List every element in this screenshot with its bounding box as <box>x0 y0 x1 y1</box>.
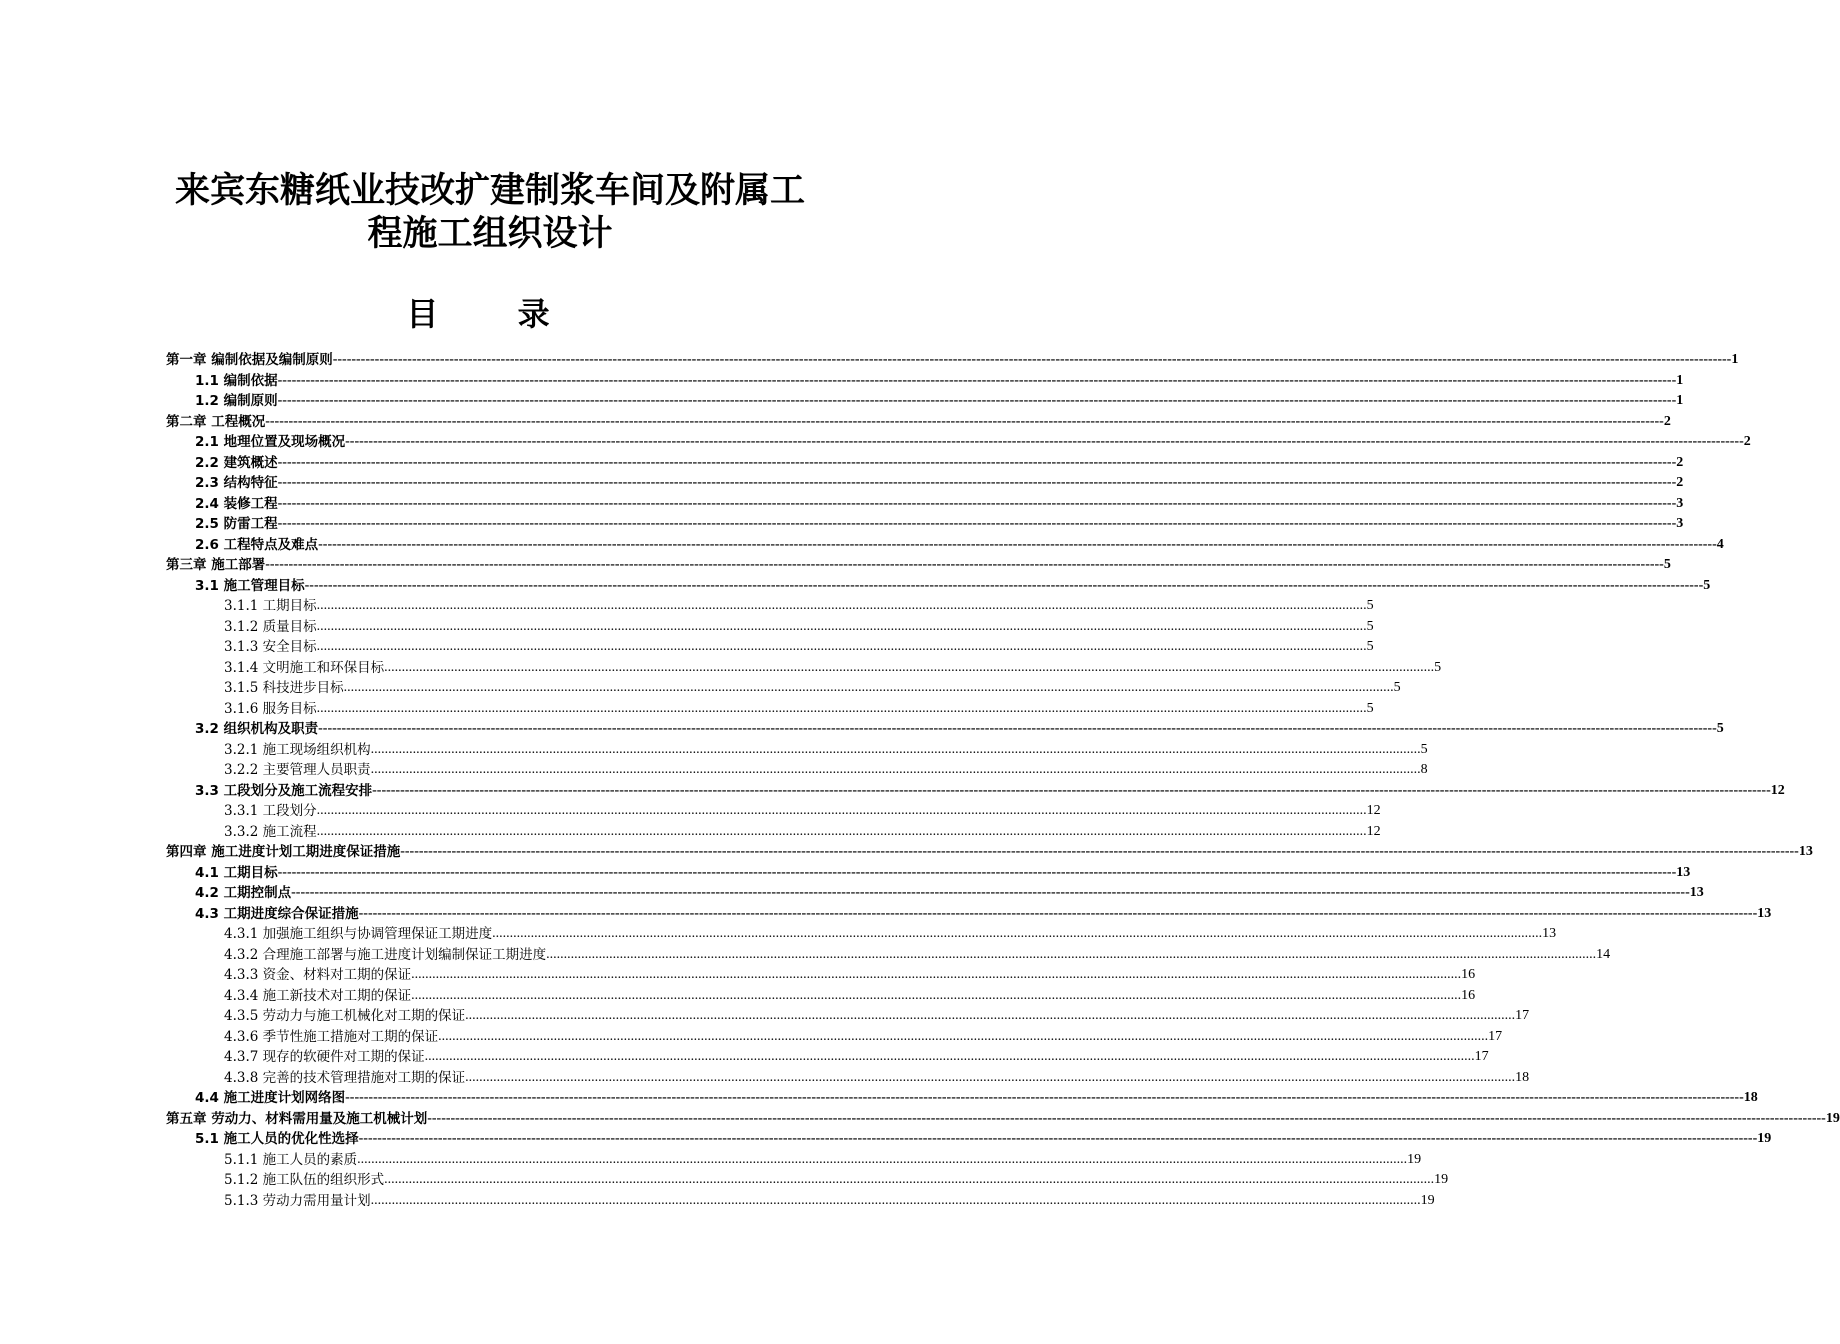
toc-dot-leader: ------------------------------------------------------------------------------------------------------------------------------------------------------------------------------------------------------------------------------------------------------------------------------------------------------------ <box>277 372 1677 388</box>
toc-dot-leader: ............................................................................................................................................................................................................................................................................................................ <box>316 598 1367 613</box>
toc-dot-leader: ------------------------------------------------------------------------------------------------------------------------------------------------------------------------------------------------------------------------------------------------------------------------------------------------------------ <box>277 454 1677 470</box>
toc-entry-label: 3.2 组织机构及职责 <box>195 721 319 737</box>
toc-page-number: 17 <box>1515 1008 1530 1023</box>
toc-entry[interactable] <box>166 617 1374 638</box>
toc-page-number: 5 <box>1393 680 1401 695</box>
toc-entry[interactable] <box>166 781 1785 802</box>
toc-dot-leader: ............................................................................................................................................................................................................................................................................................................ <box>424 1049 1475 1064</box>
toc-entry[interactable] <box>166 1006 1530 1027</box>
toc-page-number: 5 <box>1366 700 1374 716</box>
toc-dot-leader: ............................................................................................................................................................................................................................................................................................................ <box>492 926 1543 941</box>
toc-heading: 目 录 <box>406 295 584 333</box>
toc-entry-label: 2.5 防雷工程 <box>195 516 278 532</box>
toc-page-number: 17 <box>1474 1049 1489 1064</box>
toc-page-number: 5 <box>1663 557 1671 572</box>
toc-page-number: 5 <box>1716 721 1724 736</box>
toc-page-number: 12 <box>1770 782 1785 798</box>
toc-entry-label: 4.3.8 完善的技术管理措施对工期的保证 <box>224 1069 466 1086</box>
toc-entry[interactable] <box>166 760 1428 781</box>
toc-entry-label: 3.2.2 主要管理人员职责 <box>224 762 371 778</box>
toc-entry[interactable] <box>166 822 1381 843</box>
toc-entry-label: 4.4 施工进度计划网络图 <box>195 1090 346 1106</box>
toc-entry-label: 4.3.6 季节性施工措施对工期的保证 <box>224 1028 439 1045</box>
toc-entry[interactable] <box>166 678 1401 699</box>
toc-entry-label: 第五章 劳动力、材料需用量及施工机械计划 <box>166 1110 428 1127</box>
toc-dot-leader: ------------------------------------------------------------------------------------------------------------------------------------------------------------------------------------------------------------------------------------------------------------------------------------------------------------ <box>318 721 1717 736</box>
toc-page-number: 5 <box>1366 618 1374 634</box>
toc-dot-leader: ............................................................................................................................................................................................................................................................................................................ <box>316 639 1367 654</box>
toc-page-number: 1 <box>1676 372 1684 388</box>
toc-page-number: 19 <box>1757 1131 1772 1146</box>
toc-page-number: 13 <box>1757 905 1772 921</box>
toc-dot-leader: ............................................................................................................................................................................................................................................................................................................ <box>357 1151 1408 1167</box>
toc-dot-leader: ------------------------------------------------------------------------------------------------------------------------------------------------------------------------------------------------------------------------------------------------------------------------------------------------------------ <box>318 536 1717 552</box>
toc-page-number: 2 <box>1676 475 1684 490</box>
toc-entry-label: 3.3.2 施工流程 <box>224 823 317 840</box>
toc-entry-label: 4.3.4 施工新技术对工期的保证 <box>224 987 412 1004</box>
toc-dot-leader: ------------------------------------------------------------------------------------------------------------------------------------------------------------------------------------------------------------------------------------------------------------------------------------------------------------ <box>372 782 1771 798</box>
toc-page-number: 5 <box>1434 659 1442 675</box>
toc-entry[interactable] <box>166 1109 1840 1130</box>
toc-dot-leader: ............................................................................................................................................................................................................................................................................................................ <box>465 1008 1516 1023</box>
toc-entry[interactable] <box>166 514 1684 535</box>
toc-entry-label: 2.6 工程特点及难点 <box>195 536 319 553</box>
toc-entry-label: 3.3 工段划分及施工流程安排 <box>195 782 373 799</box>
toc-entry-label: 3.1.5 科技进步目标 <box>224 680 344 696</box>
toc-page-number: 16 <box>1461 987 1476 1003</box>
toc-entry[interactable] <box>166 740 1428 761</box>
toc-entry[interactable] <box>166 1047 1489 1068</box>
toc-entry-label: 2.2 建筑概述 <box>195 454 278 471</box>
toc-entry-label: 3.1.4 文明施工和环保目标 <box>224 659 385 676</box>
toc-page-number: 5 <box>1420 741 1428 757</box>
toc-entry-label: 3.1.6 服务目标 <box>224 700 317 717</box>
toc-entry-label: 4.3.1 加强施工组织与协调管理保证工期进度 <box>224 926 493 942</box>
toc-entry[interactable] <box>166 801 1381 822</box>
toc-page-number: 2 <box>1676 454 1684 470</box>
toc-entry-label: 5.1.3 劳动力需用量计划 <box>224 1192 371 1209</box>
toc-dot-leader: ------------------------------------------------------------------------------------------------------------------------------------------------------------------------------------------------------------------------------------------------------------------------------------------------------------ <box>400 844 1799 859</box>
toc-page-number: 1 <box>1676 393 1684 408</box>
toc-dot-leader: ------------------------------------------------------------------------------------------------------------------------------------------------------------------------------------------------------------------------------------------------------------------------------------------------------------ <box>265 413 1664 429</box>
toc-entry[interactable] <box>166 555 1671 576</box>
toc-page-number: 12 <box>1366 803 1381 818</box>
toc-entry[interactable] <box>166 637 1374 658</box>
toc-dot-leader: ............................................................................................................................................................................................................................................................................................................ <box>465 1069 1516 1085</box>
table-of-contents <box>166 350 1840 1211</box>
toc-dot-leader: ............................................................................................................................................................................................................................................................................................................ <box>438 1028 1489 1044</box>
toc-dot-leader: ------------------------------------------------------------------------------------------------------------------------------------------------------------------------------------------------------------------------------------------------------------------------------------------------------------ <box>345 1090 1744 1105</box>
toc-entry[interactable] <box>166 986 1476 1007</box>
toc-page-number: 5 <box>1366 598 1374 613</box>
toc-dot-leader: ............................................................................................................................................................................................................................................................................................................ <box>384 659 1435 675</box>
toc-page-number: 18 <box>1515 1069 1530 1085</box>
toc-page-number: 19 <box>1825 1110 1840 1126</box>
toc-page-number: 2 <box>1663 413 1671 429</box>
toc-entry-label: 第一章 编制依据及编制原则 <box>166 352 333 368</box>
toc-entry-label: 5.1.2 施工队伍的组织形式 <box>224 1172 385 1188</box>
toc-page-number: 5 <box>1366 639 1374 654</box>
toc-entry[interactable] <box>166 1129 1772 1150</box>
toc-entry-label: 第三章 施工部署 <box>166 557 266 573</box>
toc-dot-leader: ............................................................................................................................................................................................................................................................................................................ <box>370 762 1421 777</box>
toc-entry[interactable] <box>166 945 1611 966</box>
toc-page-number: 17 <box>1488 1028 1503 1044</box>
toc-page-number: 3 <box>1676 516 1684 531</box>
toc-entry-label: 1.1 编制依据 <box>195 372 278 389</box>
toc-page-number: 8 <box>1420 762 1428 777</box>
toc-page-number: 16 <box>1461 967 1476 982</box>
toc-entry[interactable] <box>166 1150 1422 1171</box>
toc-dot-leader: ............................................................................................................................................................................................................................................................................................................ <box>316 823 1367 839</box>
toc-entry-label: 4.2 工期控制点 <box>195 885 292 901</box>
toc-entry[interactable] <box>166 1191 1435 1212</box>
toc-page-number: 18 <box>1743 1090 1758 1105</box>
toc-dot-leader: ------------------------------------------------------------------------------------------------------------------------------------------------------------------------------------------------------------------------------------------------------------------------------------------------------------ <box>277 475 1677 490</box>
toc-dot-leader: ............................................................................................................................................................................................................................................................................................................ <box>411 987 1462 1003</box>
toc-page-number: 13 <box>1676 864 1691 880</box>
toc-entry[interactable] <box>166 1088 1758 1109</box>
toc-entry[interactable] <box>166 658 1442 679</box>
toc-dot-leader: ............................................................................................................................................................................................................................................................................................................ <box>316 618 1367 634</box>
toc-entry-label: 2.1 地理位置及现场概况 <box>195 434 346 450</box>
toc-entry-label: 4.1 工期目标 <box>195 864 278 881</box>
toc-dot-leader: ............................................................................................................................................................................................................................................................................................................ <box>343 680 1394 695</box>
toc-dot-leader: ------------------------------------------------------------------------------------------------------------------------------------------------------------------------------------------------------------------------------------------------------------------------------------------------------------ <box>277 495 1677 511</box>
toc-dot-leader: ------------------------------------------------------------------------------------------------------------------------------------------------------------------------------------------------------------------------------------------------------------------------------------------------------------ <box>304 577 1704 593</box>
toc-page-number: 2 <box>1743 434 1751 449</box>
toc-dot-leader: ------------------------------------------------------------------------------------------------------------------------------------------------------------------------------------------------------------------------------------------------------------------------------------------------------------ <box>277 516 1677 531</box>
toc-dot-leader: ------------------------------------------------------------------------------------------------------------------------------------------------------------------------------------------------------------------------------------------------------------------------------------------------------------ <box>358 905 1758 921</box>
toc-entry-label: 4.3.7 现存的软硬件对工期的保证 <box>224 1049 425 1065</box>
toc-entry-label: 3.3.1 工段划分 <box>224 803 317 819</box>
toc-entry[interactable] <box>166 965 1476 986</box>
toc-dot-leader: ------------------------------------------------------------------------------------------------------------------------------------------------------------------------------------------------------------------------------------------------------------------------------------------------------------ <box>358 1131 1758 1146</box>
toc-entry-label: 5.1 施工人员的优化性选择 <box>195 1131 359 1147</box>
toc-page-number: 12 <box>1366 823 1381 839</box>
toc-entry[interactable] <box>166 412 1671 433</box>
document-title-line2: 程施工组织设计 <box>367 214 613 254</box>
toc-entry[interactable] <box>166 453 1684 474</box>
toc-entry-label: 2.3 结构特征 <box>195 475 278 491</box>
toc-entry-label: 3.1 施工管理目标 <box>195 577 305 594</box>
toc-entry[interactable] <box>166 391 1684 412</box>
toc-dot-leader: ------------------------------------------------------------------------------------------------------------------------------------------------------------------------------------------------------------------------------------------------------------------------------------------------------------ <box>277 393 1677 408</box>
toc-entry[interactable] <box>166 1170 1449 1191</box>
toc-entry[interactable] <box>166 576 1711 597</box>
toc-entry[interactable] <box>166 432 1751 453</box>
toc-entry[interactable] <box>166 1027 1503 1048</box>
toc-page-number: 13 <box>1798 844 1813 859</box>
toc-page-number: 13 <box>1689 885 1704 900</box>
toc-dot-leader: ............................................................................................................................................................................................................................................................................................................ <box>411 967 1462 982</box>
toc-entry-label: 4.3.3 资金、材料对工期的保证 <box>224 967 412 983</box>
toc-entry[interactable] <box>166 904 1772 925</box>
toc-dot-leader: ------------------------------------------------------------------------------------------------------------------------------------------------------------------------------------------------------------------------------------------------------------------------------------------------------------ <box>427 1110 1826 1126</box>
toc-entry[interactable] <box>166 596 1374 617</box>
toc-entry[interactable] <box>166 924 1557 945</box>
toc-dot-leader: ............................................................................................................................................................................................................................................................................................................ <box>546 946 1597 962</box>
toc-entry-label: 第二章 工程概况 <box>166 413 266 430</box>
toc-entry-label: 3.1.2 质量目标 <box>224 618 317 635</box>
toc-entry-label: 3.1.1 工期目标 <box>224 598 317 614</box>
toc-entry[interactable] <box>166 535 1724 556</box>
toc-dot-leader: ............................................................................................................................................................................................................................................................................................................ <box>370 741 1421 757</box>
toc-dot-leader: ............................................................................................................................................................................................................................................................................................................ <box>370 1192 1421 1208</box>
toc-entry-label: 4.3 工期进度综合保证措施 <box>195 905 359 922</box>
toc-entry[interactable] <box>166 1068 1530 1089</box>
toc-dot-leader: ------------------------------------------------------------------------------------------------------------------------------------------------------------------------------------------------------------------------------------------------------------------------------------------------------------ <box>345 434 1744 449</box>
toc-entry-label: 4.3.5 劳动力与施工机械化对工期的保证 <box>224 1008 466 1024</box>
toc-dot-leader: ............................................................................................................................................................................................................................................................................................................ <box>316 700 1367 716</box>
toc-entry[interactable] <box>166 371 1684 392</box>
toc-page-number: 3 <box>1676 495 1684 511</box>
toc-page-number: 19 <box>1434 1172 1449 1187</box>
toc-entry[interactable] <box>166 842 1813 863</box>
toc-dot-leader: ------------------------------------------------------------------------------------------------------------------------------------------------------------------------------------------------------------------------------------------------------------------------------------------------------------ <box>265 557 1664 572</box>
toc-dot-leader: ------------------------------------------------------------------------------------------------------------------------------------------------------------------------------------------------------------------------------------------------------------------------------------------------------------ <box>277 864 1677 880</box>
toc-page-number: 4 <box>1716 536 1724 552</box>
document-title <box>150 170 830 256</box>
toc-entry[interactable] <box>166 699 1374 720</box>
document-title-line1: 来宾东糖纸业技改扩建制浆车间及附属工 <box>174 171 805 211</box>
toc-page-number: 5 <box>1703 577 1711 593</box>
toc-entry-label: 1.2 编制原则 <box>195 393 278 409</box>
toc-entry-label: 3.1.3 安全目标 <box>224 639 317 655</box>
toc-entry[interactable] <box>166 863 1691 884</box>
toc-dot-leader: ------------------------------------------------------------------------------------------------------------------------------------------------------------------------------------------------------------------------------------------------------------------------------------------------------------ <box>291 885 1690 900</box>
toc-page-number: 19 <box>1407 1151 1422 1167</box>
toc-entry-label: 5.1.1 施工人员的素质 <box>224 1151 358 1168</box>
toc-entry[interactable] <box>166 494 1684 515</box>
toc-page-number: 14 <box>1596 946 1611 962</box>
toc-entry[interactable] <box>166 350 1739 371</box>
toc-entry-label: 第四章 施工进度计划工期进度保证措施 <box>166 844 401 860</box>
toc-page-number: 19 <box>1420 1192 1435 1208</box>
toc-dot-leader: ............................................................................................................................................................................................................................................................................................................ <box>316 803 1367 818</box>
toc-dot-leader: ------------------------------------------------------------------------------------------------------------------------------------------------------------------------------------------------------------------------------------------------------------------------------------------------------------ <box>332 352 1732 367</box>
toc-dot-leader: ............................................................................................................................................................................................................................................................................................................ <box>384 1172 1435 1187</box>
toc-entry[interactable] <box>166 883 1704 904</box>
toc-entry-label: 4.3.2 合理施工部署与施工进度计划编制保证工期进度 <box>224 946 547 963</box>
toc-entry-label: 3.2.1 施工现场组织机构 <box>224 741 371 758</box>
toc-page-number: 1 <box>1731 352 1739 367</box>
toc-entry[interactable] <box>166 473 1684 494</box>
toc-entry-label: 2.4 装修工程 <box>195 495 278 512</box>
toc-page-number: 13 <box>1542 926 1557 941</box>
toc-entry[interactable] <box>166 719 1724 740</box>
